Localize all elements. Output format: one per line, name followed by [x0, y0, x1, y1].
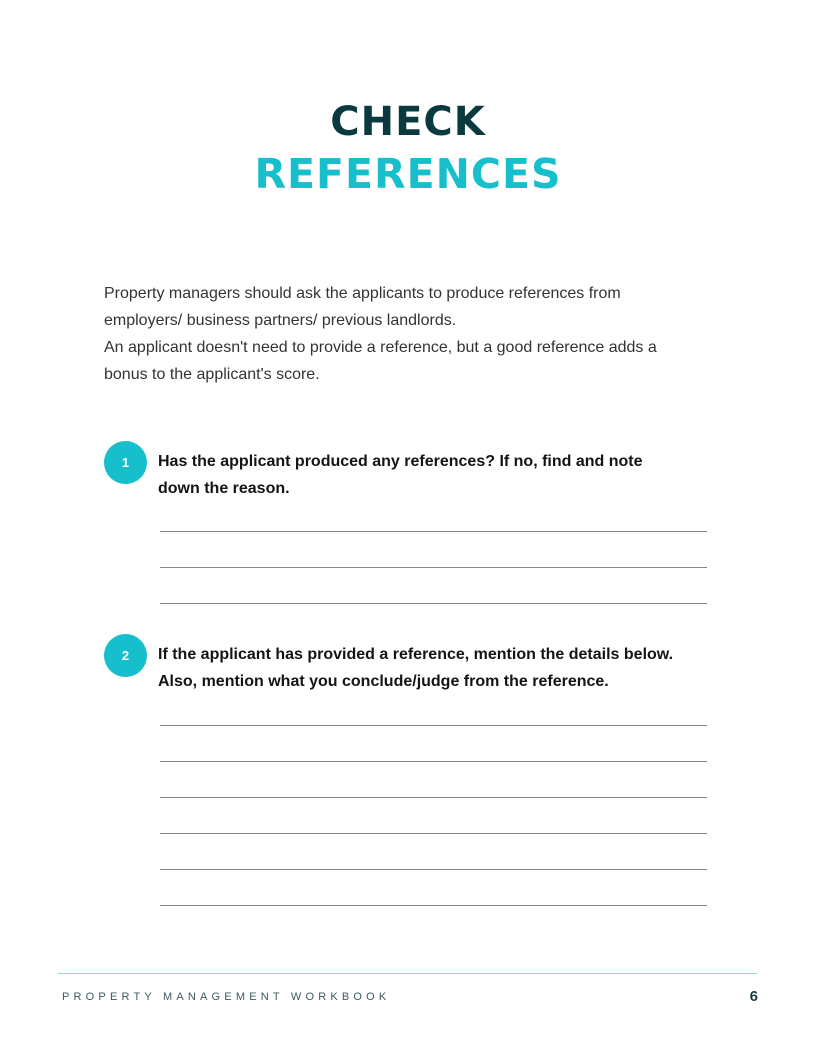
page-number: 6 [749, 988, 758, 1005]
page-title-line-1: CHECK [330, 99, 486, 145]
question-number-badge: 2 [104, 634, 147, 677]
intro-paragraph: An applicant doesn't need to provide a reference, but a good reference adds a bonus to the applicant's score. [104, 339, 657, 383]
answer-line[interactable] [160, 905, 707, 906]
answer-line[interactable] [160, 567, 707, 568]
question-text: Has the applicant produced any references? If no, find and note down the reason. [158, 453, 643, 497]
intro-text [104, 280, 704, 388]
answer-line[interactable] [160, 761, 707, 762]
answer-line[interactable] [160, 833, 707, 834]
answer-line[interactable] [160, 531, 707, 532]
footer-title: PROPERTY MANAGEMENT WORKBOOK [62, 991, 391, 1003]
answer-line[interactable] [160, 603, 707, 604]
question-number-badge: 1 [104, 441, 147, 484]
answer-line[interactable] [160, 869, 707, 870]
answer-line[interactable] [160, 797, 707, 798]
question-text: If the applicant has provided a reference, mention the details below. Also, mention what you conclude/judge from the reference. [158, 646, 674, 690]
footer-divider [58, 973, 757, 974]
intro-paragraph: Property managers should ask the applicants to produce references from employers/ business partners/ previous landlords. [104, 285, 621, 329]
answer-line[interactable] [160, 725, 707, 726]
page-title-line-2: REFERENCES [254, 150, 562, 198]
